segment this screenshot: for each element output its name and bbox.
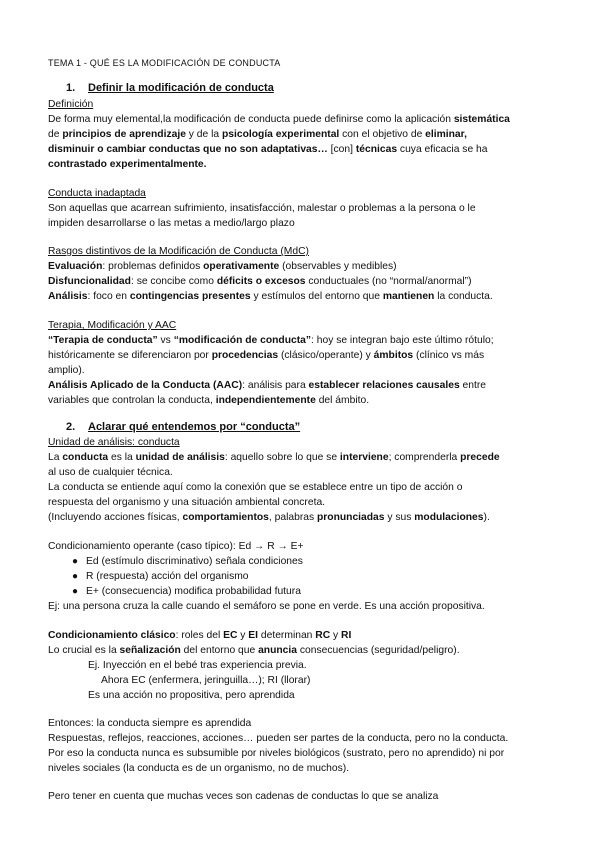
terapia-label: Terapia, Modificación y AAC — [48, 320, 177, 331]
terapia-line-4: Análisis Aplicado de la Conducta (AAC): análisis para establecer relaciones causales entre — [48, 380, 487, 391]
clasico-conclusion: Es una acción no propositiva, pero aprendida — [88, 690, 295, 701]
inadaptada-label: Conducta inadaptada — [48, 188, 146, 199]
clasico-ejemplo: Ej. Inyección en el bebé tras experiencia previa. — [88, 660, 307, 671]
final-line-4: niveles sociales (la conducta es de un organismo, no de muchos). — [48, 763, 350, 774]
section-2-heading: 2. Aclarar qué entendemos por “conducta” — [66, 421, 301, 433]
terapia-line-2: históricamente se diferenciaron por procedencias (clásico/operante) y ámbitos (clínico vs más — [48, 350, 485, 361]
unidad-line-4: respuesta del organismo y una situación ambiental concreta. — [48, 497, 326, 508]
terapia-line-5: variables que controlan la conducta, independientemente del ámbito. — [48, 395, 370, 406]
clasico-ejemplo-detalle: Ahora EC (enfermera, jeringuilla…); RI (llorar) — [101, 675, 311, 686]
document-title: TEMA 1 - QUÉ ES LA MODIFICACIÓN DE CONDUCTA — [48, 58, 281, 68]
bullet-icon: ● — [72, 556, 79, 567]
inadaptada-line-2: impiden desarrollarse o las metas a medio/largo plazo — [48, 218, 295, 229]
unidad-label: Unidad de análisis: conducta — [48, 437, 180, 448]
list-item: ● Ed (estímulo discriminativo) señala condiciones — [72, 556, 303, 567]
section-1-heading: 1. Definir la modificación de conducta — [66, 82, 274, 94]
definicion-line-3: disminuir o cambiar conductas que no son adaptativas… [con] técnicas cuya eficacia se ha — [48, 144, 488, 155]
final-line-3: Por eso la conducta nunca es subsumible por niveles biológicos (sustrato, pero no aprendido) ni por — [48, 748, 505, 759]
clasico-line-1: Condicionamiento clásico: roles del EC y EI determinan RC y RI — [48, 630, 352, 641]
list-item: ● R (respuesta) acción del organismo — [72, 571, 249, 582]
unidad-line-5: (Incluyendo acciones físicas, comportamientos, palabras pronunciadas y sus modulaciones). — [48, 512, 490, 523]
final-line-2: Respuestas, reflejos, reacciones, acciones… pueden ser partes de la conducta, pero no la conducta. — [48, 733, 509, 744]
operante-title: Condicionamiento operante (caso típico): Ed → R → E+ — [48, 541, 304, 552]
ejemplo-operante: Ej: una persona cruza la calle cuando el semáforo se pone en verde. Es una acción propositiva. — [48, 601, 485, 612]
clasico-line-2: Lo crucial es la señalización del entorno que anuncia consecuencias (seguridad/peligro). — [48, 645, 460, 656]
rasgos-label: Rasgos distintivos de la Modificación de Conducta (MdC) — [48, 246, 309, 257]
terapia-line-3: amplio). — [48, 365, 85, 376]
unidad-line-3: La conducta se entiende aquí como la conexión que se establece entre un tipo de acción o — [48, 482, 463, 493]
bullet-icon: ● — [72, 571, 79, 582]
definicion-label: Definición — [48, 99, 94, 110]
final-line-5: Pero tener en cuenta que muchas veces son cadenas de conductas lo que se analiza — [48, 791, 439, 802]
rasgos-evaluacion: Evaluación: problemas definidos operativamente (observables y medibles) — [48, 261, 397, 272]
bullet-icon: ● — [72, 586, 79, 597]
definicion-line-1: De forma muy elemental,la modificación de conducta puede definirse como la aplicación sistemática — [48, 114, 510, 125]
rasgos-disfuncionalidad: Disfuncionalidad: se concibe como déficits o excesos conductuales (no “normal/anormal”) — [48, 276, 472, 287]
rasgos-analisis: Análisis: foco en contingencias presentes y estímulos del entorno que mantienen la conducta. — [48, 291, 493, 302]
list-item: ● E+ (consecuencia) modifica probabilidad futura — [72, 586, 301, 597]
final-line-1: Entonces: la conducta siempre es aprendida — [48, 718, 252, 729]
definicion-line-4: contrastado experimentalmente. — [48, 159, 207, 170]
inadaptada-line-1: Son aquellas que acarrean sufrimiento, insatisfacción, malestar o problemas a la persona o le — [48, 203, 476, 214]
terapia-line-1: “Terapia de conducta” vs “modificación de conducta”: hoy se integran bajo este último rótulo; — [48, 335, 494, 346]
definicion-line-2: de principios de aprendizaje y de la psicología experimental con el objetivo de eliminar, — [48, 129, 467, 140]
unidad-line-1: La conducta es la unidad de análisis: aquello sobre lo que se interviene; comprenderla precede — [48, 452, 500, 463]
unidad-line-2: al uso de cualquier técnica. — [48, 467, 173, 478]
